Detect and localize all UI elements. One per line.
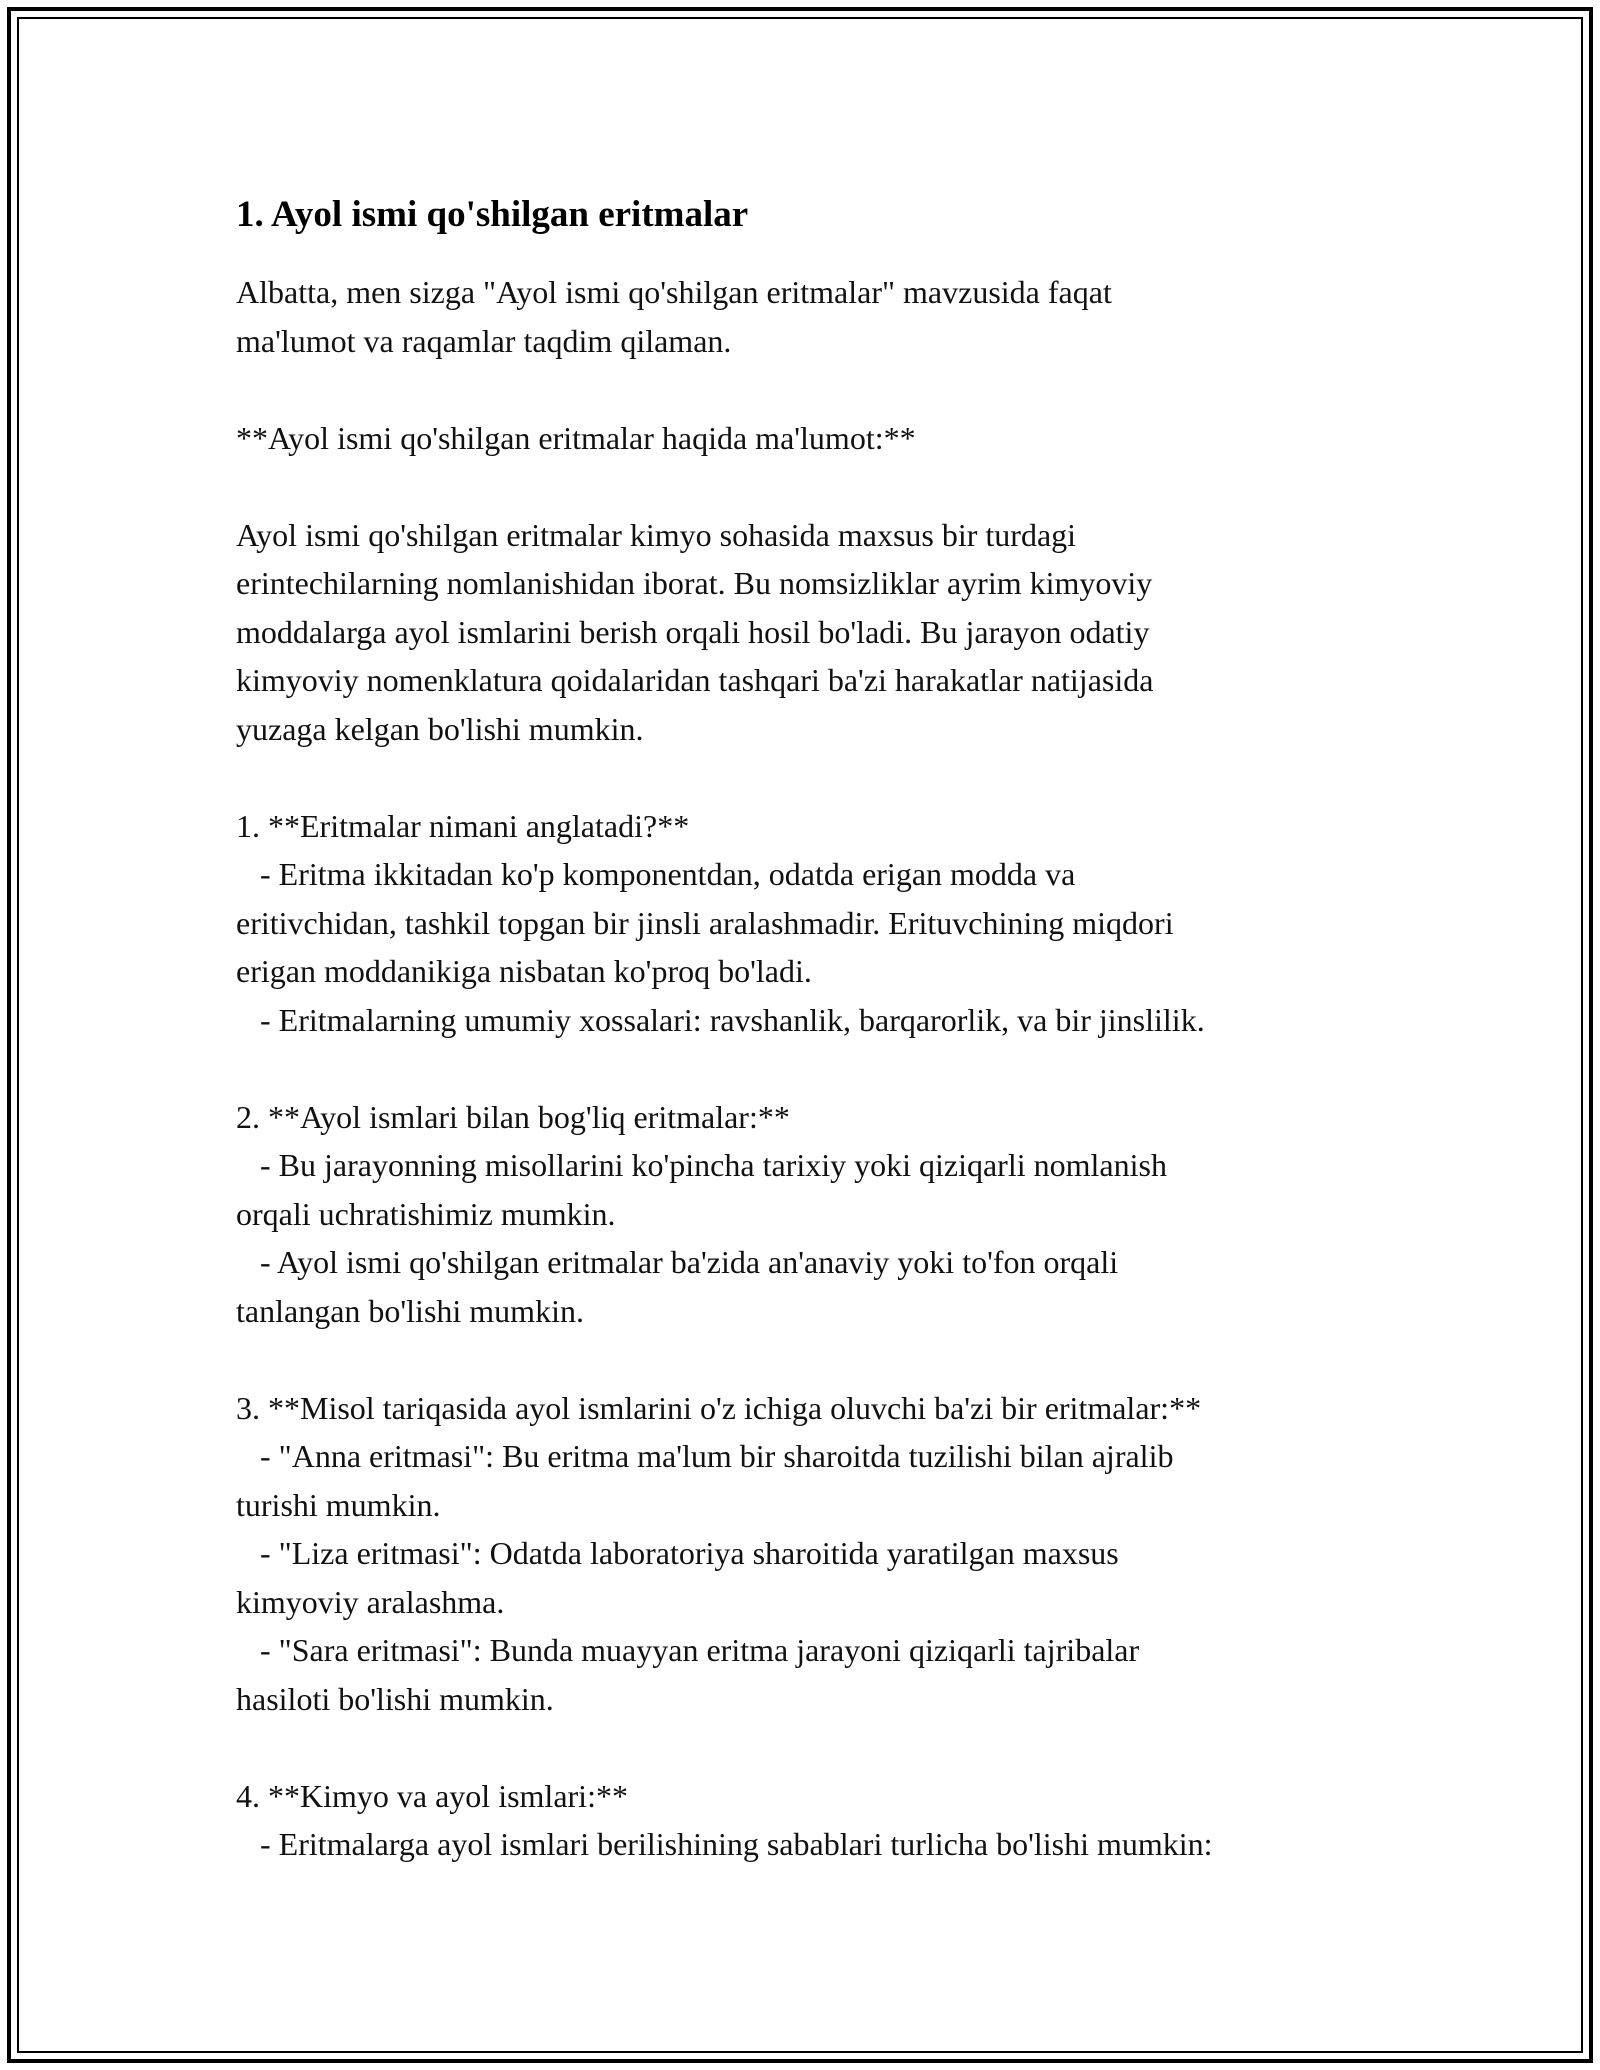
list-item-1: 1. **Eritmalar nimani anglatadi?** - Eritma ikkitadan ko'p komponentdan, odatda erigan modda va eritivchidan, tashkil topgan bir jinsli aralashmadir. Erituvchining miqdori erigan moddanikiga nisbatan ko'proq bo'ladi. - Eritmalarning umumiy xossalari: ravshanlik, barqarorlik, va bir jinslilik.: [236, 807, 1205, 1038]
document-body: [236, 190, 1416, 1869]
intro-paragraph: Albatta, men sizga "Ayol ismi qo'shilgan eritmalar" mavzusida faqat ma'lumot va raqamlar taqdim qilaman.: [236, 274, 1112, 359]
paragraph-gap: [236, 1723, 1416, 1772]
section-heading: **Ayol ismi qo'shilgan eritmalar haqida ma'lumot:**: [236, 419, 916, 456]
list-item-4: 4. **Kimyo va ayol ismlari:** - Eritmalarga ayol ismlari berilishining sabablari turlicha bo'lishi mumkin:: [236, 1777, 1213, 1862]
document-title: 1. Ayol ismi qo'shilgan eritmalar: [236, 194, 749, 235]
paragraph-gap: [236, 365, 1416, 414]
paragraph-gap: [236, 1044, 1416, 1093]
list-item-3: 3. **Misol tariqasida ayol ismlarini o'z ichiga oluvchi ba'zi bir eritmalar:** - "Anna eritmasi": Bu eritma ma'lum bir sharoitda tuzilishi bilan ajralib turishi mumkin. - "Liza eritmasi": Odatda laboratoriya sharoitida yaratilgan maxsus kimyoviy aralashma. - "Sara eritmasi": Bunda muayyan eritma jarayoni qiziqarli tajribalar hasiloti bo'lishi mumkin.: [236, 1389, 1202, 1717]
paragraph-gap: [236, 462, 1416, 511]
description-paragraph: Ayol ismi qo'shilgan eritmalar kimyo sohasida maxsus bir turdagi erintechilarning nomlanishidan iborat. Bu nomsizliklar ayrim kimyoviy moddalarga ayol ismlarini berish orqali hosil bo'ladi. Bu jarayon odatiy kimyoviy nomenklatura qoidalaridan tashqari ba'zi harakatlar natijasida yuzaga kelgan bo'lishi mumkin.: [236, 516, 1154, 747]
list-item-2: 2. **Ayol ismlari bilan bog'liq eritmalar:** - Bu jarayonning misollarini ko'pincha tarixiy yoki qiziqarli nomlanish orqali uchratishimiz mumkin. - Ayol ismi qo'shilgan eritmalar ba'zida an'anaviy yoki to'fon orqali tanlangan bo'lishi mumkin.: [236, 1098, 1167, 1329]
paragraph-gap: [236, 753, 1416, 802]
paragraph-gap: [236, 1335, 1416, 1384]
